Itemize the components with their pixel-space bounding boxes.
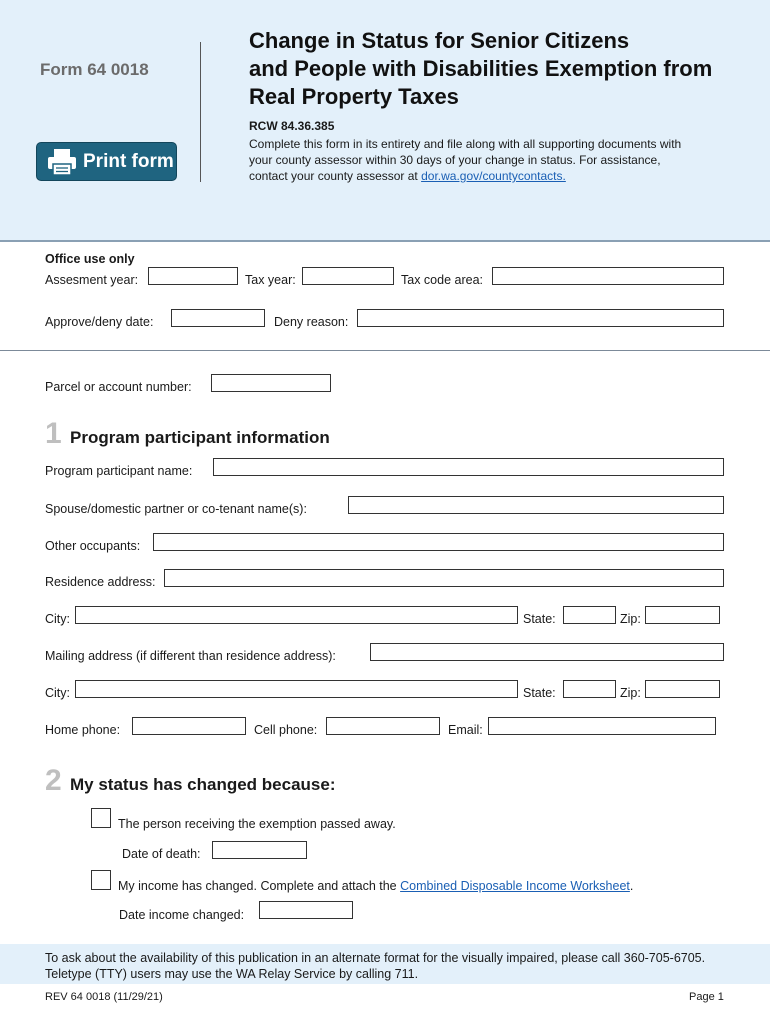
assessment-year-field[interactable] bbox=[148, 267, 238, 285]
mailing-state-field[interactable] bbox=[563, 680, 616, 698]
deny-reason-label: Deny reason: bbox=[274, 315, 349, 329]
cell-phone-field[interactable] bbox=[326, 717, 440, 735]
residence-address-field[interactable] bbox=[164, 569, 724, 587]
county-contacts-link[interactable]: dor.wa.gov/countycontacts. bbox=[421, 169, 566, 183]
office-use-title: Office use only bbox=[45, 252, 135, 266]
header-divider bbox=[0, 240, 770, 242]
other-occupants-label: Other occupants: bbox=[45, 539, 141, 553]
section-2-title: My status has changed because: bbox=[70, 775, 336, 794]
deny-reason-field[interactable] bbox=[357, 309, 724, 327]
section-1-title: Program participant information bbox=[70, 428, 330, 447]
title-line-1: Change in Status for Senior Citizens bbox=[249, 28, 630, 53]
parcel-number-field[interactable] bbox=[211, 374, 331, 392]
city-field[interactable] bbox=[75, 606, 518, 624]
rcw-reference: RCW 84.36.385 bbox=[249, 119, 335, 133]
instructions bbox=[249, 136, 689, 184]
tax-code-area-field[interactable] bbox=[492, 267, 724, 285]
revision-number: REV 64 0018 (11/29/21) bbox=[45, 991, 163, 1003]
state-label: State: bbox=[523, 612, 556, 626]
passed-away-checkbox[interactable] bbox=[91, 808, 111, 828]
print-form-button[interactable] bbox=[36, 142, 177, 181]
date-income-changed-label: Date income changed: bbox=[119, 908, 245, 922]
participant-name-field[interactable] bbox=[213, 458, 724, 476]
mailing-city-field[interactable] bbox=[75, 680, 518, 698]
title-line-3: Real Property Taxes bbox=[249, 84, 459, 109]
section-1-number: 1 bbox=[45, 417, 62, 450]
office-divider bbox=[0, 350, 770, 351]
mailing-zip-field[interactable] bbox=[645, 680, 720, 698]
assessment-year-label: Assesment year: bbox=[45, 273, 139, 287]
form-number: Form 64 0018 bbox=[40, 60, 149, 79]
printer-icon bbox=[47, 148, 77, 176]
spouse-name-field[interactable] bbox=[348, 496, 724, 514]
other-occupants-field[interactable] bbox=[153, 533, 724, 551]
income-worksheet-link[interactable]: Combined Disposable Income Worksheet bbox=[400, 879, 630, 893]
tax-year-label: Tax year: bbox=[245, 273, 296, 287]
date-of-death-field[interactable] bbox=[212, 841, 307, 859]
participant-name-label: Program participant name: bbox=[45, 464, 193, 478]
page-title bbox=[249, 27, 759, 111]
home-phone-field[interactable] bbox=[132, 717, 246, 735]
accessibility-note: To ask about the availability of this publication in an alternate format for the visually impaired, please call 360-705-6705. Teletype (TTY) users may use the WA Relay Service by calling 711. bbox=[45, 951, 706, 981]
mailing-city-label: City: bbox=[45, 686, 70, 700]
cell-phone-label: Cell phone: bbox=[254, 723, 318, 737]
income-changed-text: My income has changed. Complete and attach the bbox=[118, 879, 397, 893]
mailing-address-field[interactable] bbox=[370, 643, 724, 661]
title-line-2: and People with Disabilities Exemption from bbox=[249, 56, 713, 81]
spouse-name-label: Spouse/domestic partner or co-tenant name(s): bbox=[45, 502, 307, 516]
parcel-number-label: Parcel or account number: bbox=[45, 380, 192, 394]
zip-field[interactable] bbox=[645, 606, 720, 624]
page-number: Page 1 bbox=[689, 991, 724, 1003]
tax-code-area-label: Tax code area: bbox=[401, 273, 483, 287]
tax-year-field[interactable] bbox=[302, 267, 394, 285]
city-label: City: bbox=[45, 612, 70, 626]
home-phone-label: Home phone: bbox=[45, 723, 121, 737]
approve-deny-date-field[interactable] bbox=[171, 309, 265, 327]
income-changed-checkbox[interactable] bbox=[91, 870, 111, 890]
print-form-label: Print form bbox=[83, 150, 174, 172]
email-label: Email: bbox=[448, 723, 483, 737]
date-income-changed-field[interactable] bbox=[259, 901, 353, 919]
instructions-text: Complete this form in its entirety and file along with all supporting documents with your county assessor within 30 days of your change in status. For assistance, contact your county assessor at bbox=[249, 137, 682, 183]
email-field[interactable] bbox=[488, 717, 716, 735]
income-changed-period: . bbox=[629, 879, 634, 893]
state-field[interactable] bbox=[563, 606, 616, 624]
income-changed-label bbox=[118, 879, 633, 893]
section-2-number: 2 bbox=[45, 764, 62, 797]
approve-deny-date-label: Approve/deny date: bbox=[45, 315, 154, 329]
mailing-address-label: Mailing address (if different than residence address): bbox=[45, 649, 336, 663]
mailing-state-label: State: bbox=[523, 686, 556, 700]
passed-away-label: The person receiving the exemption passed away. bbox=[118, 817, 396, 831]
date-of-death-label: Date of death: bbox=[122, 847, 201, 861]
zip-label: Zip: bbox=[620, 612, 641, 626]
residence-address-label: Residence address: bbox=[45, 575, 156, 589]
mailing-zip-label: Zip: bbox=[620, 686, 641, 700]
header-vertical-divider bbox=[200, 42, 201, 182]
